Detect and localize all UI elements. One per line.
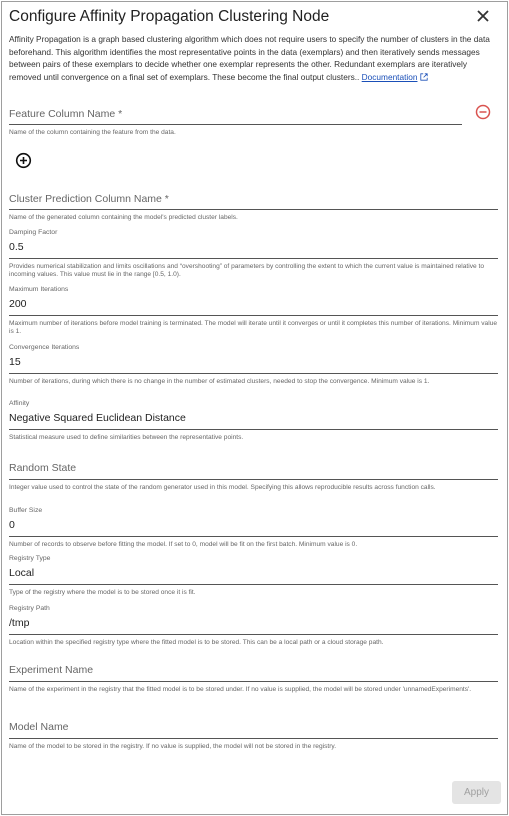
registry-type-value: Local [9,567,35,579]
cluster-prediction-helper: Name of the generated column containing the model's predicted cluster labels. [9,214,238,221]
max-iterations-underline [9,315,498,316]
model-name-placeholder: Model Name [9,721,69,733]
registry-path-value: /tmp [9,617,30,629]
dialog-description [9,33,501,83]
dialog-title: Configure Affinity Propagation Clustering Node [9,8,330,25]
affinity-underline [9,429,498,430]
configure-node-dialog [1,1,508,815]
model-name-input[interactable] [9,721,69,733]
apply-button[interactable]: Apply [452,781,501,804]
buffer-size-helper: Number of records to observe before fitting the model. If set to 0, model will be fit on the first batch. Minimum value is 0. [9,541,358,548]
affinity-helper: Statistical measure used to define similarities between the representative points. [9,434,244,441]
registry-path-label: Registry Path [9,605,50,612]
random-state-placeholder: Random State [9,462,77,474]
experiment-name-helper: Name of the experiment in the registry that the fitted model is to be stored under. If no value is supplied, the model will be stored under 'unnamedExperiments'. [9,686,472,693]
registry-path-underline [9,634,498,635]
convergence-iterations-value: 15 [9,356,21,368]
registry-type-helper: Type of the registry where the model is to be stored once it is fit. [9,589,196,596]
experiment-name-placeholder: Experiment Name [9,664,94,676]
description-text: Affinity Propagation is a graph based clustering algorithm which does not require users to specify the number of clusters in the data beforehand. This algorithm identifies the most representative points in the data (exemplars) and then iteratively sends messages between pairs of these exemplars to decide whether one exemplar represents the other. Redundant exemplars are iteratively removed until convergence on a final set of exemplars. These become the final output clusters.. [9,34,490,82]
buffer-size-value: 0 [9,519,15,531]
damping-factor-value: 0.5 [9,241,24,253]
external-link-icon[interactable] [420,73,428,81]
damping-factor-input[interactable] [9,229,57,253]
max-iterations-value: 200 [9,298,27,310]
affinity-label: Affinity [9,400,30,407]
buffer-size-label: Buffer Size [9,507,43,514]
buffer-size-underline [9,536,498,537]
feature-column-underline [9,124,462,125]
cluster-prediction-input[interactable] [9,193,169,205]
experiment-name-input[interactable] [9,664,93,676]
feature-column-placeholder: Feature Column Name * [9,108,123,120]
close-icon[interactable] [475,8,491,24]
registry-path-helper: Location within the specified registry type where the fitted model is to be stored. This can be a local path or a cloud storage path. [9,639,384,646]
max-iterations-helper: Maximum number of iterations before model training is terminated. The model will iterate until it converges or until it completes this number of iterations. Minimum value is 1. [9,320,498,336]
cluster-prediction-underline [9,209,498,210]
random-state-input[interactable] [9,462,76,474]
convergence-iterations-input[interactable] [9,344,79,368]
affinity-value: Negative Squared Euclidean Distance [9,412,186,424]
cluster-prediction-placeholder: Cluster Prediction Column Name * [9,193,169,205]
random-state-helper: Integer value used to control the state of the random generator used in this model. Specifying this allows reproducible results across function calls. [9,484,436,491]
experiment-name-underline [9,681,498,682]
registry-path-input[interactable] [9,605,50,629]
feature-column-input[interactable] [9,108,122,120]
max-iterations-input[interactable] [9,286,68,310]
model-name-helper: Name of the model to be stored in the registry. If no value is supplied, the model will not be stored in the registry. [9,743,337,750]
convergence-iterations-label: Convergence Iterations [9,344,80,351]
feature-column-helper: Name of the column containing the feature from the data. [9,129,176,136]
documentation-link[interactable] [362,72,418,82]
documentation-link-label: Documentation [361,71,418,82]
registry-type-label: Registry Type [9,555,51,562]
registry-type-underline [9,584,498,585]
random-state-underline [9,479,498,480]
convergence-iterations-helper: Number of iterations, during which there is no change in the number of estimated clusters, needed to stop the convergence. Minimum value is 1. [9,378,430,385]
remove-circle-icon[interactable] [475,104,491,120]
convergence-iterations-underline [9,373,498,374]
registry-type-select[interactable] [9,555,50,579]
add-circle-icon[interactable] [15,152,32,169]
model-name-underline [9,738,498,739]
max-iterations-label: Maximum Iterations [9,286,69,293]
damping-factor-underline [9,258,498,259]
damping-factor-helper: Provides numerical stabilization and limits oscillations and “overshooting” of parameters by controlling the extent to which the current value is maintained relative to incoming values. This value must lie in the range [0.5, 1.0). [9,263,484,279]
damping-factor-label: Damping Factor [9,229,58,236]
affinity-select[interactable] [9,400,186,424]
buffer-size-input[interactable] [9,507,42,531]
